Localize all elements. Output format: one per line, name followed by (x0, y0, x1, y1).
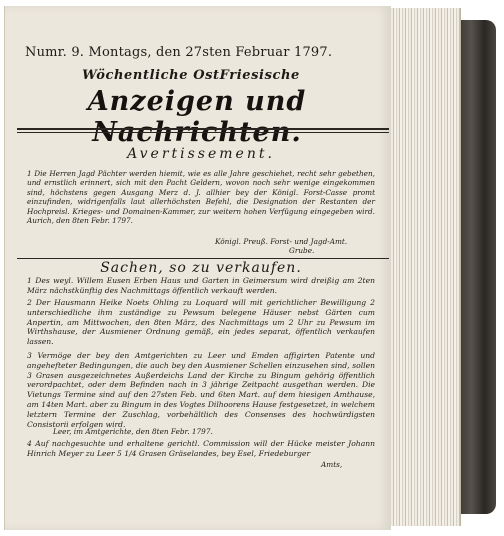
title-rule-thin (17, 132, 389, 133)
newspaper-subtitle: Wöchentliche OstFriesische (82, 68, 300, 83)
section-heading-verkaufen: Sachen, so zu verkaufen. (100, 260, 302, 276)
title-rule (17, 128, 389, 130)
newspaper-title: Anzeigen und Nachrichten. (87, 86, 307, 148)
sale-item-3-signature: Leer, im Amtgerichte, den 8ten Febr. 1797. (53, 427, 213, 436)
sale-item-4: 4 Auf nachgesuchte und erhaltene gerichtl. Commission will der Hücke meister Johann Hinrich Meyer zu Leer 5 1/4 Grasen Gräselandes, bey Esel, Friedeburger (27, 439, 375, 458)
page-edges (388, 8, 461, 526)
avertissement-signature: Königl. Preuß. Forst- und Jagd-Amt. (215, 237, 348, 246)
section-rule (17, 258, 389, 259)
avertissement-signature-name: Grube. (289, 246, 315, 255)
book-spine (458, 20, 496, 514)
avertissement-text: 1 Die Herren Jagd Pächter werden hiemit, wie es alle Jahre geschiehet, recht sehr gebethen, und ernstlich erinnert, sich mit den Pacht Geldern, wovon noch sehr wenige eingekommen sind, höchstens gegen Ausgang Merz d. J. allhier bey der Königl. Forst-Casse promt einzufinden, widrigenfalls laut allerhöchsten Befehl, die Designation der Restanten der Hochpreisl. Krieges- und Domainen-Kammer, zur weitern hohen Verfügung eingegeben wird. Aurich, den 8ten Febr. 1797. (27, 169, 375, 226)
sale-item-2: 2 Der Hausmann Heike Noets Ohling zu Loquard will mit gerichtlicher Bewilligung 2 unterschiedliche ihm zuständige zu Pewsum belegene Häuser nebst Gärten cum Anpertin, am Mittwochen, den 8ten März, des Nachmittags um 2 Uhr zu Pewsum im Wirthshause, der Ausmiener Ordnung gemäß, ein jedes separat, öffentlich verkaufen lassen. (27, 298, 375, 347)
sale-item-1: 1 Des weyl. Willem Eusen Erben Haus und Garten in Geimersum wird dreißig am 2ten März nächstkünftig des Nachmittags öffentlich verkauft werden. (27, 276, 375, 295)
sale-item-3: 3 Vermöge der bey den Amtgerichten zu Leer und Emden affigirten Patente und angehefteter Bedingungen, die auch bey den Ausmiener Schellen einzusehen sind, sollen 3 Grasen ausgezeichnetes Außerdeichs Land der Kirche zu Bingum gehörig öffentlich verordpachtet, oder dem Befinden nach in 3 jährige Zeitpacht ausgethan werden. Die Vietungs Termine sind auf den 27sten Feb. und 6ten Mart. auf dem hiesigen Amthause, am 14ten Mart. aber zu Bingum in des Vogtes Dilhoorens Hause festgesetzet, in welchem letztern Termine der Zuschlag, vorbehältlich des Consenses des hochwürdigsten Consistorii erfolgen wird. (27, 351, 375, 429)
newspaper-page (4, 6, 391, 530)
section-heading-avertissement: Avertissement. (127, 146, 275, 162)
issue-header: Numr. 9. Montags, den 27sten Februar 1797. (25, 45, 333, 60)
sale-item-4-continuation: Amts, (321, 460, 343, 469)
